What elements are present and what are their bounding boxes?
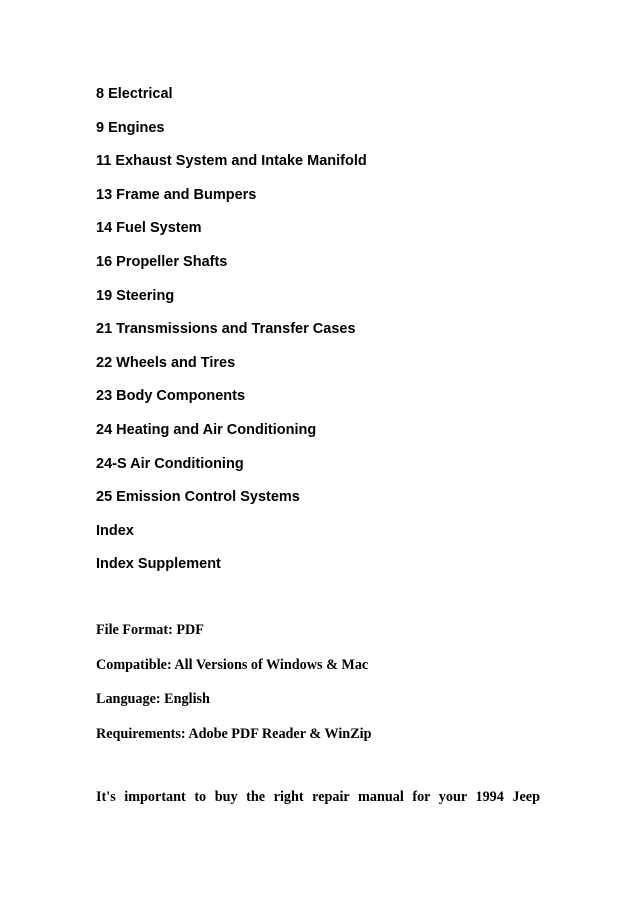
contents-item: 13 Frame and Bumpers xyxy=(96,186,257,203)
file-format-spec: File Format: PDF xyxy=(96,622,204,638)
contents-item: 14 Fuel System xyxy=(96,220,202,237)
contents-list xyxy=(96,85,367,589)
requirements-spec: Requirements: Adobe PDF Reader & WinZip xyxy=(96,725,372,742)
file-specs-list xyxy=(96,621,371,759)
contents-item: 16 Propeller Shafts xyxy=(96,253,228,270)
contents-item: Index xyxy=(96,522,134,539)
contents-item: 22 Wheels and Tires xyxy=(96,354,236,371)
contents-item: Index Supplement xyxy=(96,556,221,573)
contents-item: 23 Body Components xyxy=(96,388,246,405)
contents-item: 24 Heating and Air Conditioning xyxy=(96,421,317,438)
contents-item: 19 Steering xyxy=(96,287,175,304)
language-spec: Language: English xyxy=(96,691,210,707)
contents-item: 21 Transmissions and Transfer Cases xyxy=(96,321,356,338)
contents-item: 25 Emission Control Systems xyxy=(96,489,300,506)
compatibility-spec: Compatible: All Versions of Windows & Mac xyxy=(96,656,369,673)
contents-item: 8 Electrical xyxy=(96,86,173,102)
contents-item: 9 Engines xyxy=(96,119,165,136)
contents-item: 11 Exhaust System and Intake Manifold xyxy=(96,153,367,170)
contents-item: 24-S Air Conditioning xyxy=(96,455,244,472)
body-paragraph: It's important to buy the right repair manual for your 1994 Jeep xyxy=(96,789,540,805)
